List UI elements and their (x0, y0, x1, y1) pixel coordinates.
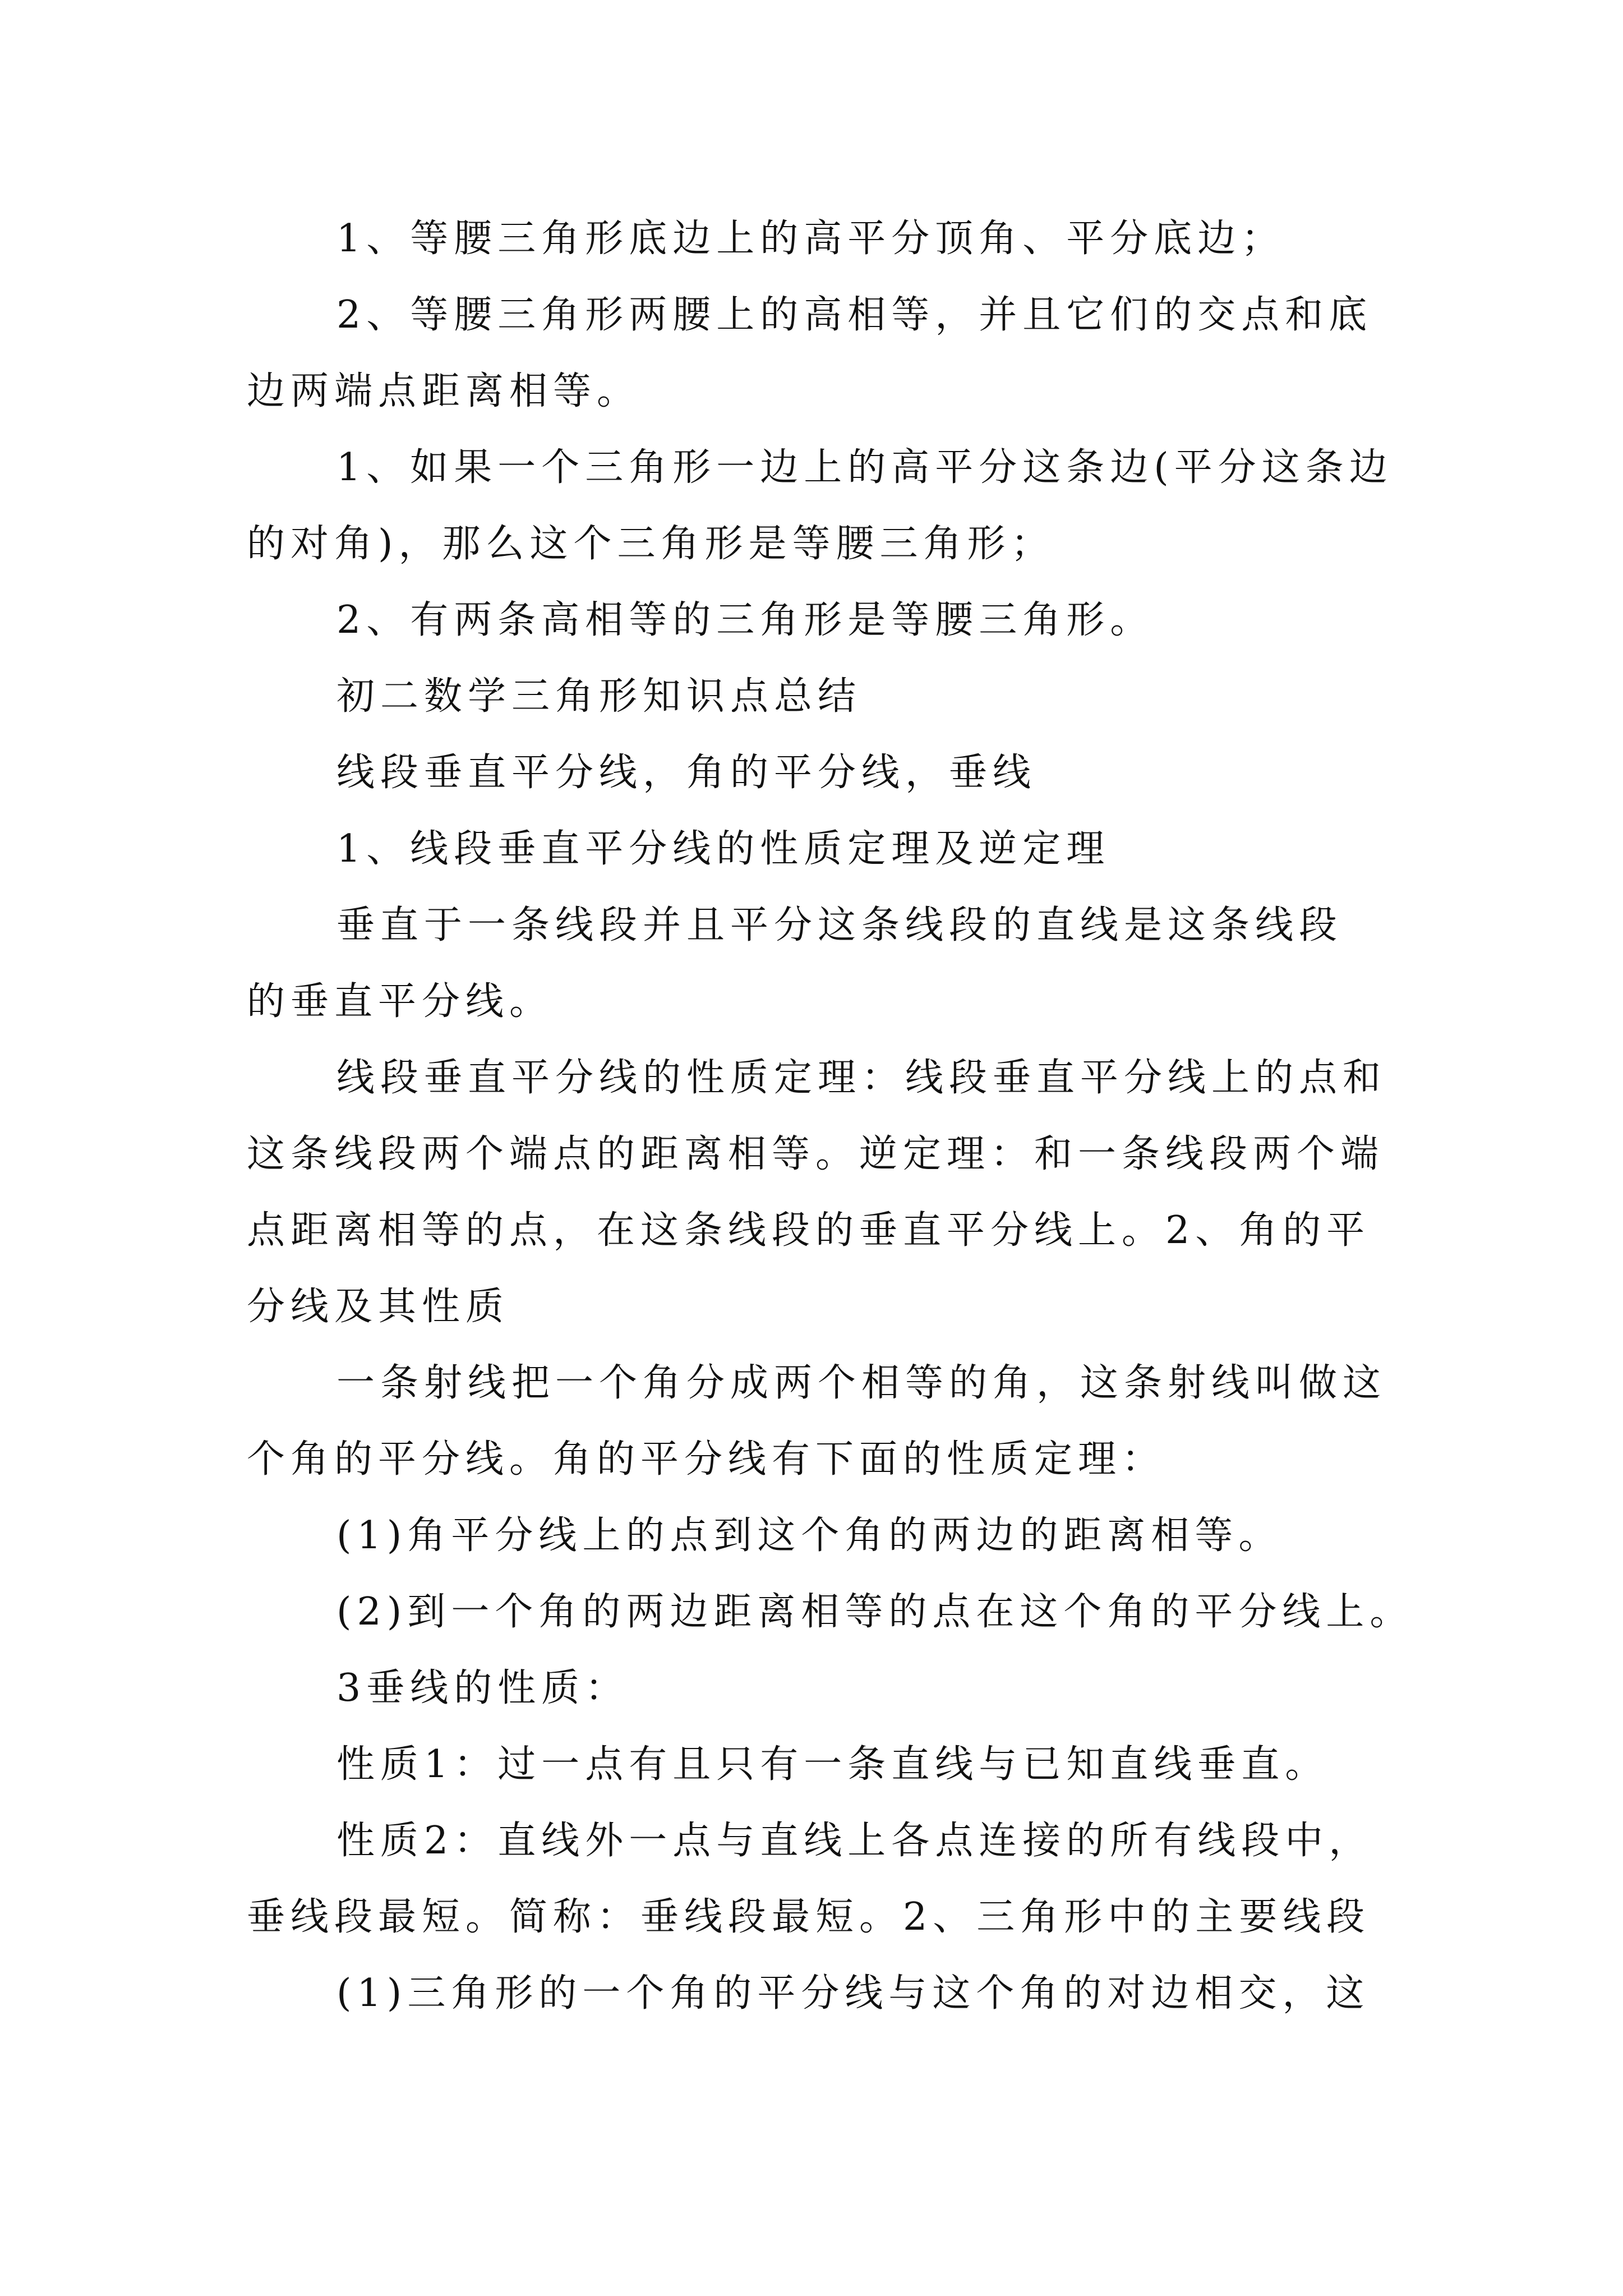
text-line-5: 的对角)，那么这个三角形是等腰三角形； (247, 522, 1055, 566)
text-line-21: 性质1：过一点有且只有一条直线与已知直线垂直。 (336, 1742, 1329, 1787)
text-line-16: 一条射线把一个角分成两个相等的角，这条射线叫做这 (336, 1361, 1387, 1405)
text-line-19: (2)到一个角的两边距离相等的点在这个角的平分线上。 (336, 1590, 1414, 1634)
text-line-13: 这条线段两个端点的距离相等。逆定理：和一条线段两个端 (247, 1132, 1385, 1176)
text-line-22: 性质2：直线外一点与直线上各点连接的所有线段中， (336, 1819, 1373, 1863)
text-line-2: 2、等腰三角形两腰上的高相等，并且它们的交点和底 (336, 293, 1373, 337)
text-line-20: 3垂线的性质： (336, 1666, 629, 1710)
text-line-23: 垂线段最短。简称：垂线段最短。2、三角形中的主要线段 (247, 1895, 1371, 1939)
text-line-24: (1)三角形的一个角的平分线与这个角的对边相交，这 (336, 1971, 1370, 2016)
text-line-9: 1、线段垂直平分线的性质定理及逆定理 (336, 827, 1110, 871)
text-line-3: 边两端点距离相等。 (247, 369, 641, 413)
text-line-18: (1)角平分线上的点到这个角的两边的距离相等。 (336, 1513, 1283, 1558)
text-line-6: 2、有两条高相等的三角形是等腰三角形。 (336, 598, 1154, 642)
text-line-15: 分线及其性质 (247, 1285, 510, 1329)
text-line-8: 线段垂直平分线，角的平分线，垂线 (336, 751, 1037, 795)
text-line-10: 垂直于一条线段并且平分这条线段的直线是这条线段 (336, 903, 1343, 947)
text-line-11: 的垂直平分线。 (247, 979, 554, 1024)
text-line-14: 点距离相等的点，在这条线段的垂直平分线上。2、角的平 (247, 1208, 1371, 1253)
text-line-17: 个角的平分线。角的平分线有下面的性质定理： (247, 1437, 1166, 1481)
text-line-1: 1、等腰三角形底边上的高平分顶角、平分底边； (336, 217, 1285, 261)
text-line-12: 线段垂直平分线的性质定理：线段垂直平分线上的点和 (336, 1056, 1387, 1100)
section-title: 初二数学三角形知识点总结 (336, 674, 862, 719)
text-line-4: 1、如果一个三角形一边上的高平分这条边(平分这条边 (336, 445, 1393, 490)
